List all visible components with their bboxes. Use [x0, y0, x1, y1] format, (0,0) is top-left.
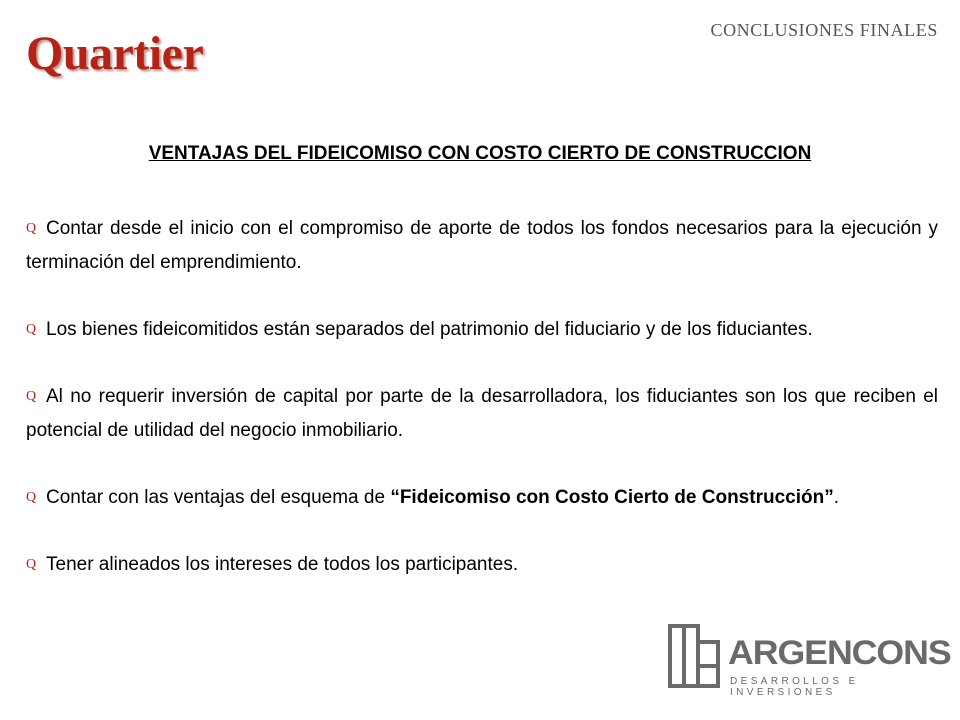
bullet-text: . [833, 487, 839, 508]
q-bullet-icon: Q [26, 322, 37, 337]
argencons-logo [666, 622, 951, 698]
q-bullet-icon: Q [26, 557, 37, 572]
argencons-building-icon [666, 622, 722, 690]
argencons-tagline: DESARROLLOS E INVERSIONES [730, 676, 859, 698]
bullet-text: Los bienes fideicomitidos están separados del patrimonio del fiduciario y de los fiduciantes. [46, 319, 813, 340]
page-title: VENTAJAS DEL FIDEICOMISO CON COSTO CIERTO DE CONSTRUCCION [148, 143, 812, 164]
quartier-logo: Quartier [26, 27, 204, 80]
q-bullet-icon: Q [26, 490, 37, 505]
bullet-item [26, 212, 938, 280]
bullet-item [26, 380, 938, 448]
bullet-text: Contar con las ventajas del esquema de [46, 487, 391, 508]
bullet-text-bold: “Fideicomiso con Costo Cierto de Construcción” [390, 487, 834, 508]
bullet-list [26, 212, 938, 582]
bullet-text: Contar desde el inicio con el compromiso de aporte de todos los fondos necesarios para la ejecución y terminación del emprendimiento. [26, 218, 938, 273]
bullet-text: Al no requerir inversión de capital por parte de la desarrolladora, los fiduciantes son los que reciben el potencial de utilidad del negocio inmobiliario. [26, 386, 938, 441]
argencons-wordmark: ARGENCONS [728, 634, 951, 672]
q-bullet-icon: Q [26, 389, 37, 404]
bullet-item [26, 313, 938, 347]
bullet-item [26, 548, 938, 582]
bullet-item [26, 481, 938, 515]
section-label: CONCLUSIONES FINALES [710, 20, 938, 40]
q-bullet-icon: Q [26, 221, 37, 236]
bullet-text: Tener alineados los intereses de todos los participantes. [46, 554, 519, 575]
